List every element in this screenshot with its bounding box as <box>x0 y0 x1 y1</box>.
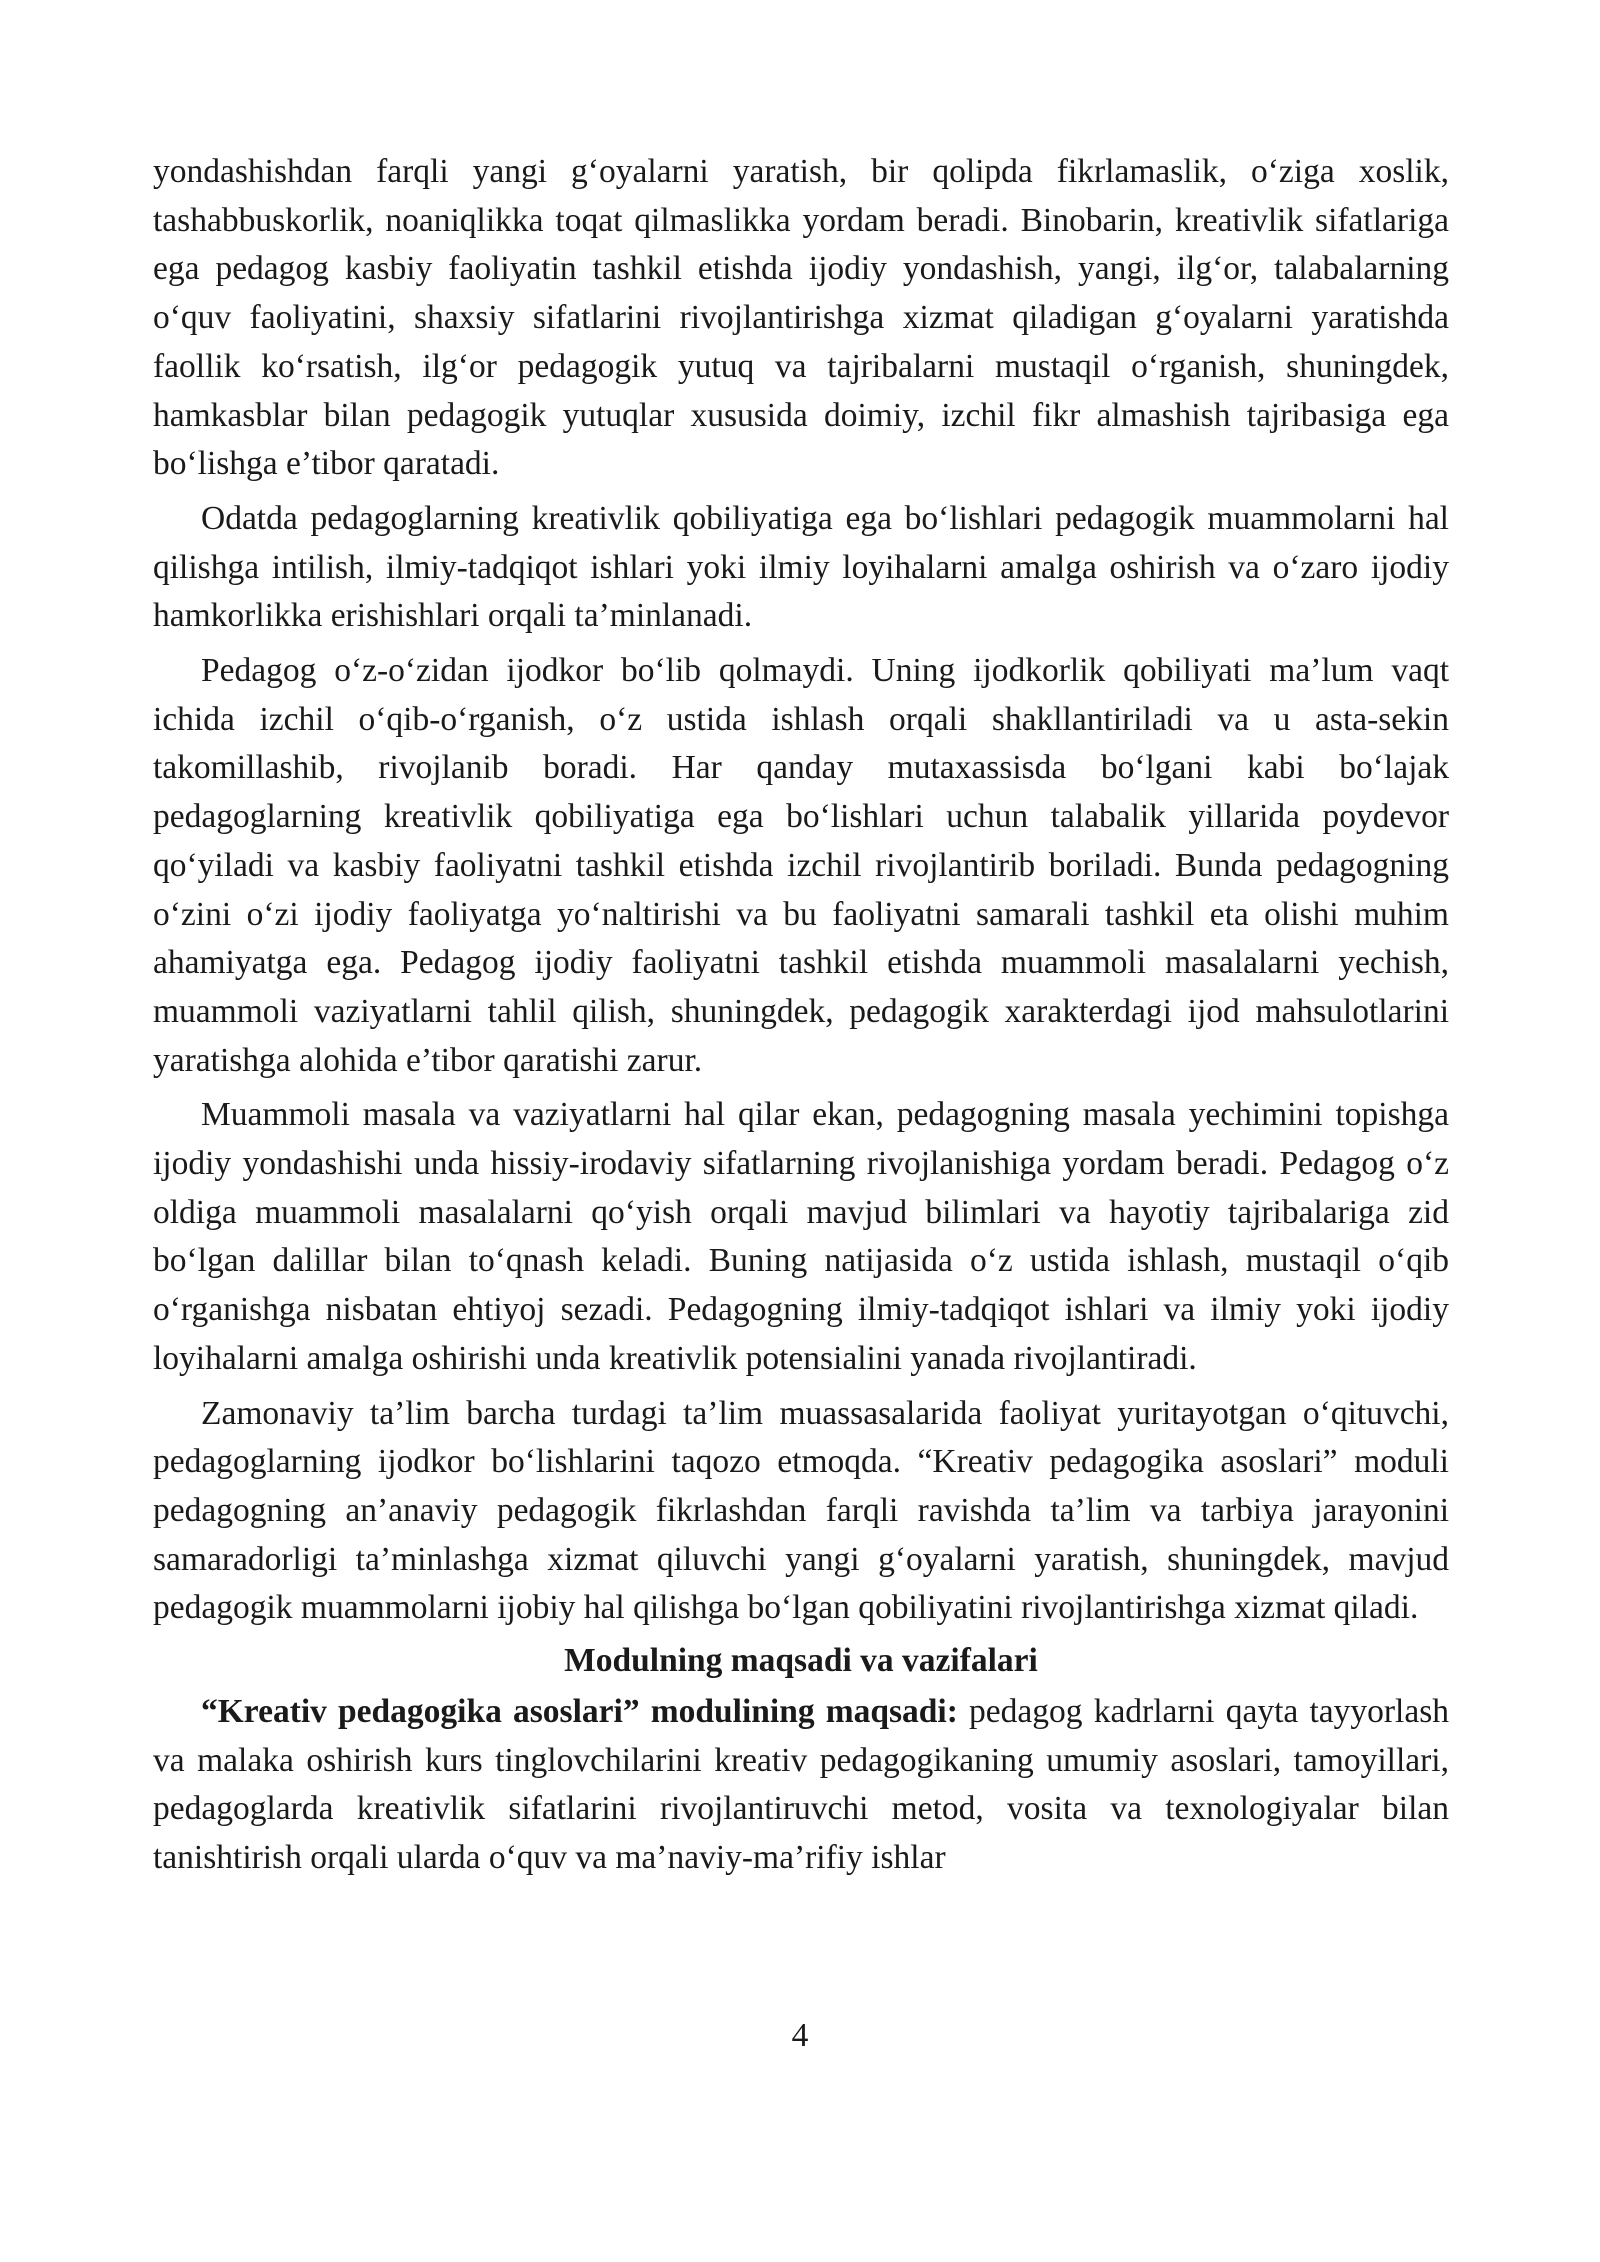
document-page <box>153 148 1449 1883</box>
paragraph-5: Zamonaviy ta’lim barcha turdagi ta’lim muassasalarida faoliyat yuritayotgan o‘qituvchi, pedagoglarning ijodkor bo‘lishlarini taqozo etmoqda. “Kreativ pedagogika asoslari” moduli pedagogning an’anaviy pedagogik fikrlashdan farqli ravishda ta’lim va tarbiya jarayonini samaradorligi ta’minlashga xizmat qiluvchi yangi g‘oyalarni yaratish, shuningdek, mavjud pedagogik muammolarni ijobiy hal qilishga bo‘lgan qobiliyatini rivojlantirishga xizmat qiladi. <box>153 1394 1449 1627</box>
paragraph-4: Muammoli masala va vaziyatlarni hal qilar ekan, pedagogning masala yechimini topishga ijodiy yondashishi unda hissiy-irodaviy sifatlarning rivojlanishiga yordam beradi. Pedagog o‘z oldiga muammoli masalalarni qo‘yish orqali mavjud bilimlari va hayotiy tajribalariga zid bo‘lgan dalillar bilan to‘qnash keladi. Buning natijasida o‘z ustida ishlash, mustaqil o‘qib o‘rganishga nisbatan ehtiyoj sezadi. Pedagogning ilmiy-tadqiqot ishlari va ilmiy yoki ijodiy loyihalarni amalga oshirishi unda kreativlik potensialini yanada rivojlantiradi. <box>153 1096 1449 1377</box>
section-heading: Modulning maqsadi va vazifalari <box>564 1642 1038 1680</box>
paragraph-2: Odatda pedagoglarning kreativlik qobiliyatiga ega bo‘lishlari pedagogik muammolarni hal qilishga intilish, ilmiy-tadqiqot ishlari yoki ilmiy loyihalarni amalga oshirish va o‘zaro ijodiy hamkorlikka erishishlari orqali ta’minlanadi. <box>153 499 1449 635</box>
module-goal-paragraph <box>153 1688 1449 1883</box>
module-goal-label: “Kreativ pedagogika asoslari” modulining maqsadi: <box>201 1692 958 1730</box>
page-number: 4 <box>791 2017 809 2054</box>
paragraph-1: yondashishdan farqli yangi g‘oyalarni yaratish, bir qolipda fikrlamaslik, o‘ziga xoslik, tashabbuskorlik, noaniqlikka toqat qilmaslikka yordam beradi. Binobarin, kreativlik sifatlariga ega pedagog kasbiy faoliyatin tashkil etishda ijodiy yondashish, yangi, ilg‘or, talabalarning o‘quv faoliyatini, shaxsiy sifatlarini rivojlantirishga xizmat qiladigan g‘oyalarni yaratishda faollik ko‘rsatish, ilg‘or pedagogik yutuq va tajribalarni mustaqil o‘rganish, shuningdek, hamkasblar bilan pedagogik yutuqlar xususida doimiy, izchil fikr almashish tajribasiga ega bo‘lishga e’tibor qaratadi. <box>153 153 1449 483</box>
module-goal-text: pedagog kadrlarni qayta tayyorlash va malaka oshirish kurs tinglovchilarini kreativ pedagogikaning umumiy asoslari, tamoyillari, pedagoglarda kreativlik sifatlarini rivojlantiruvchi metod, vosita va texnologiyalar bilan tanishtirish orqali ularda o‘quv va ma’naviy-ma’rifiy ishlar <box>153 1692 1449 1876</box>
paragraph-3: Pedagog o‘z-o‘zidan ijodkor bo‘lib qolmaydi. Uning ijodkorlik qobiliyati ma’lum vaqt ichida izchil o‘qib-o‘rganish, o‘z ustida ishlash orqali shakllantiriladi va u asta-sekin takomillashib, rivojlanib boradi. Har qanday mutaxassisda bo‘lgani kabi bo‘lajak pedagoglarning kreativlik qobiliyatiga ega bo‘lishlari uchun talabalik yillarida poydevor qo‘yiladi va kasbiy faoliyatni tashkil etishda izchil rivojlantirib boriladi. Bunda pedagogning o‘zini o‘zi ijodiy faoliyatga yo‘naltirishi va bu faoliyatni samarali tashkil eta olishi muhim ahamiyatga ega. Pedagog ijodiy faoliyatni tashkil etishda muammoli masalalarni yechish, muammoli vaziyatlarni tahlil qilish, shuningdek, pedagogik xarakterdagi ijod mahsulotlarini yaratishga alohida e’tibor qaratishi zarur. <box>153 652 1449 1079</box>
